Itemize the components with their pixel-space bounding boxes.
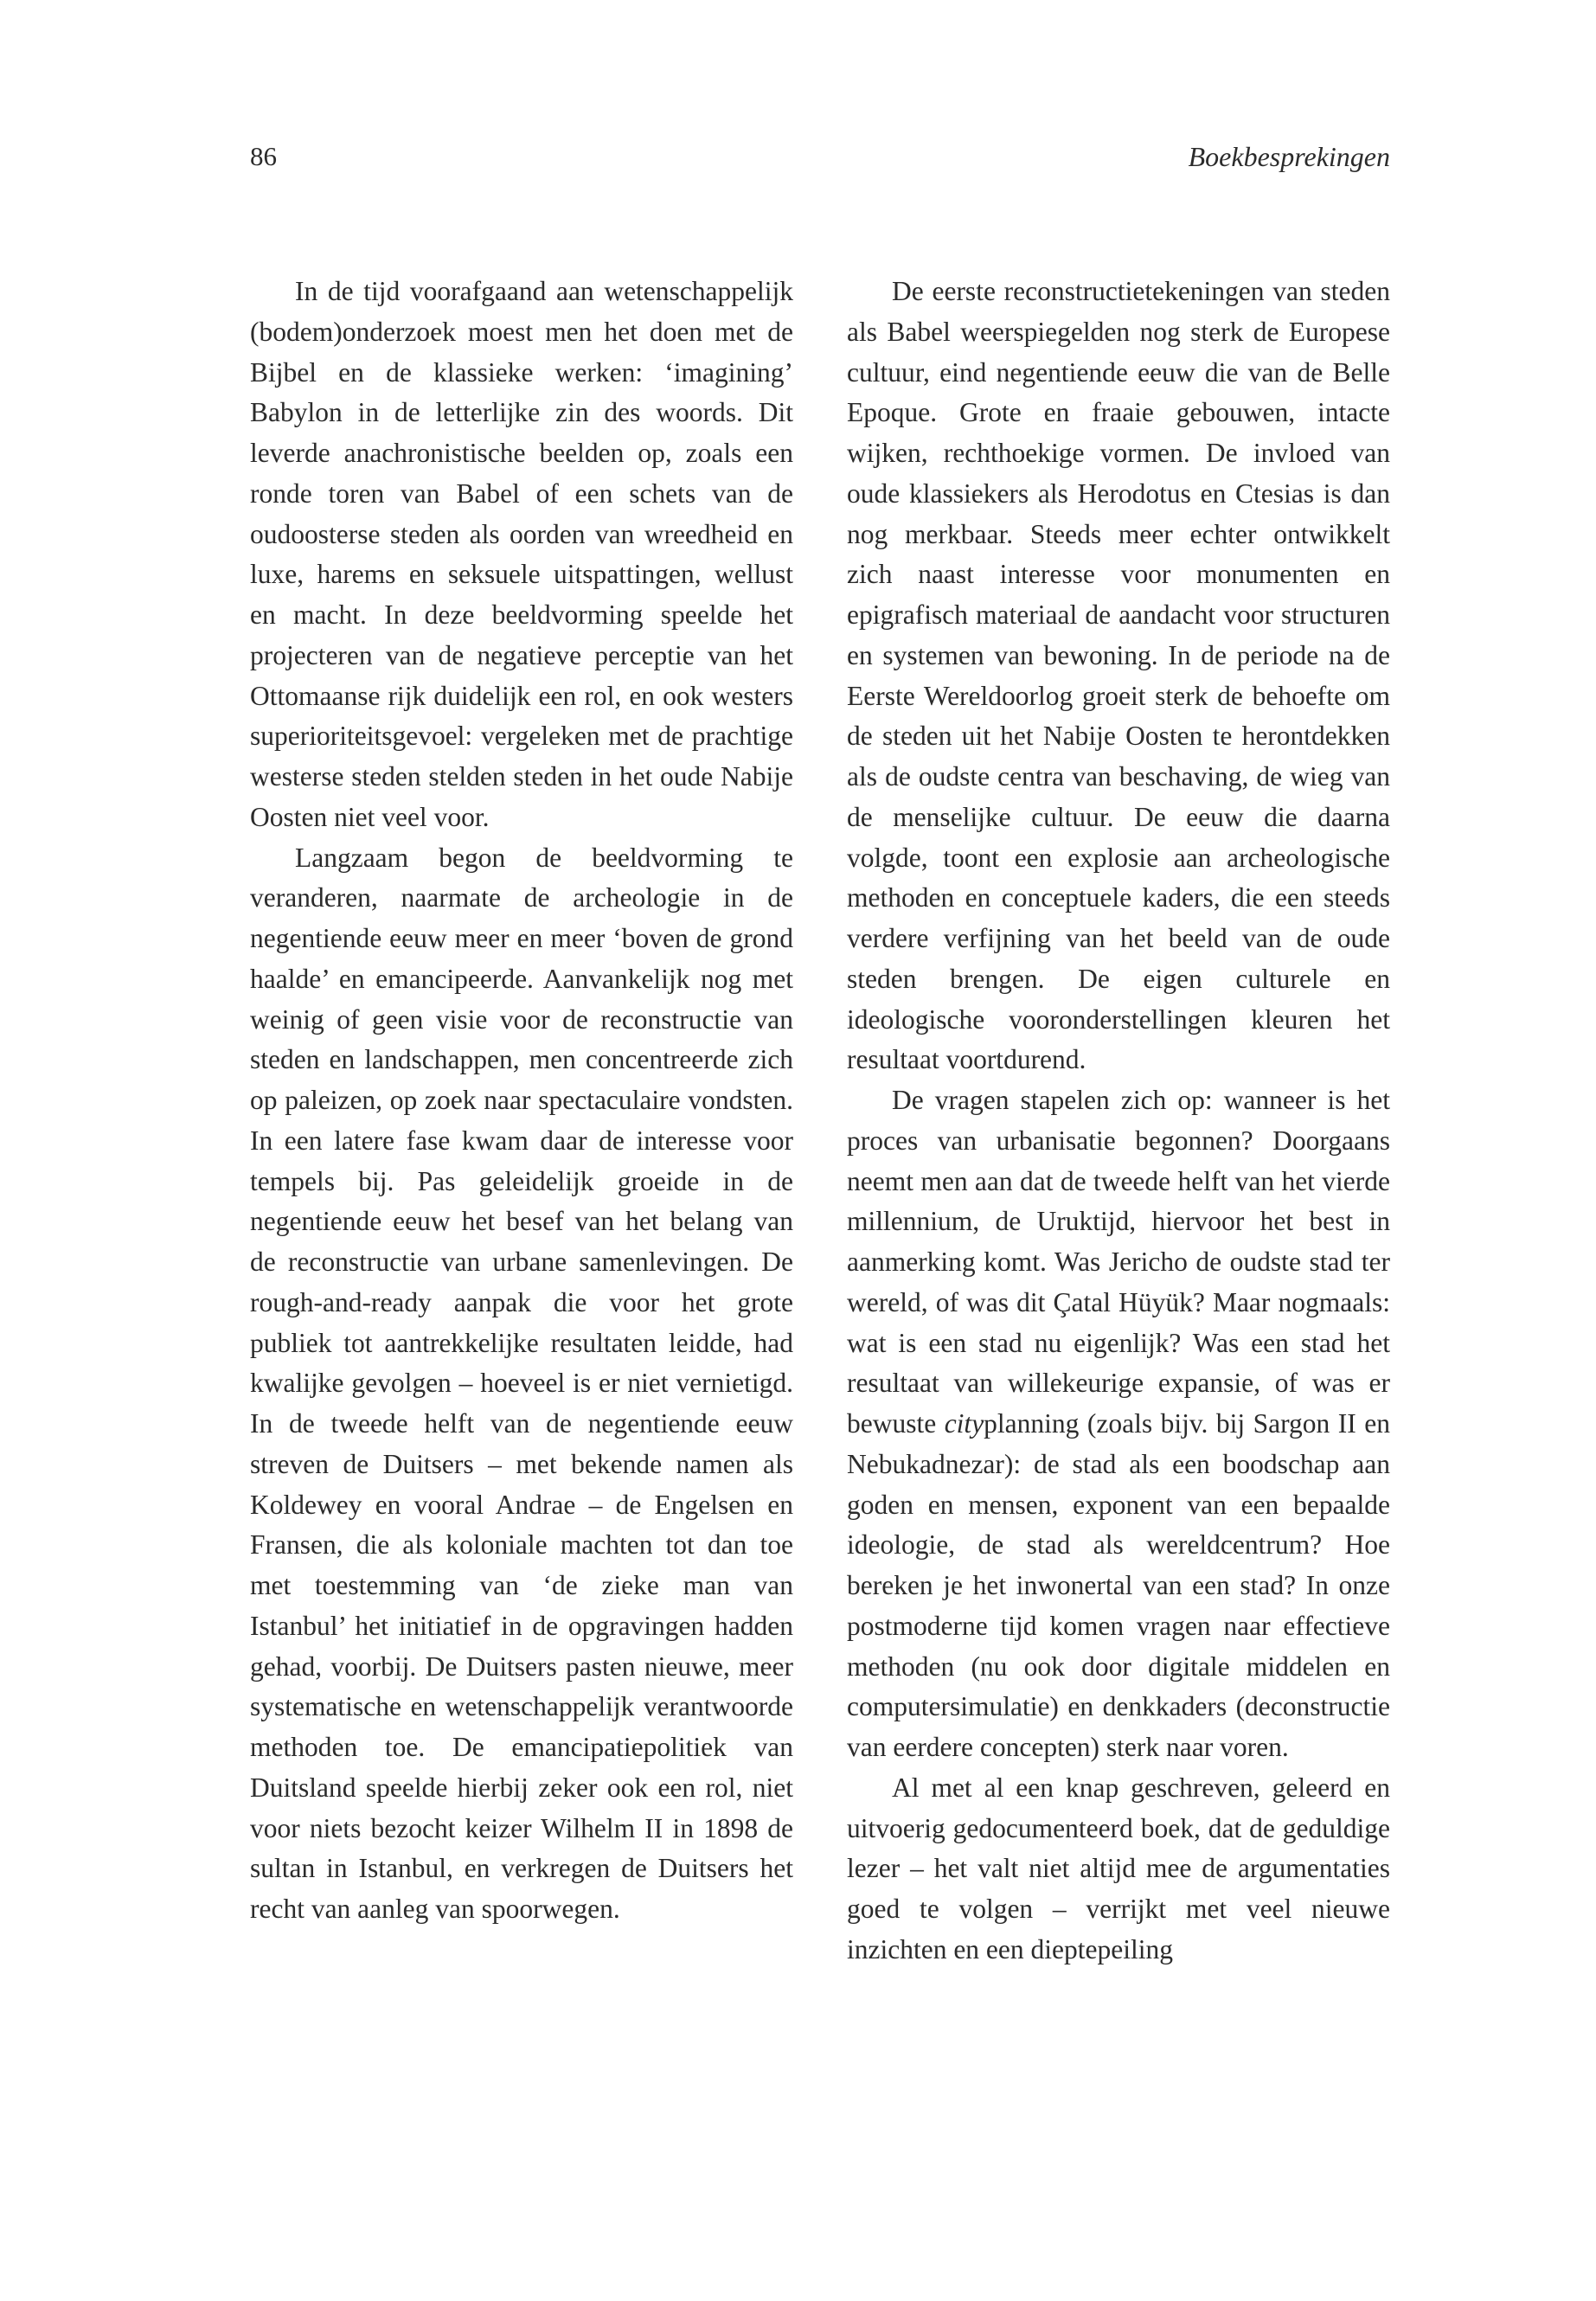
right-column [847,272,1390,1971]
paragraph: In de tijd voorafgaand aan wetenschappelijk (bodem)onderzoek moest men het doen met de Bijbel en de klassieke werken: ‘imagining’ Babylon in de letterlijke zin des woords. Dit leverde anachronistische beelden op, zoals een ronde toren van Babel of een schets van de oudoosterse steden als oorden van wreedheid en luxe, harems en seksuele uitspattingen, wellust en macht. In deze beeldvorming speelde het projecteren van de negatieve perceptie van het Ottomaanse rijk duidelijk een rol, en ook westers superioriteitsgevoel: vergeleken met de prachtige westerse steden stelden steden in het oude Nabije Oosten niet veel voor. [250,276,793,832]
paragraph: Langzaam begon de beeldvorming te veranderen, naarmate de archeologie in de negentiende eeuw meer en meer ‘boven de grond haalde’ en emancipeerde. Aanvankelijk nog met weinig of geen visie voor de reconstructie van steden en landschappen, men concentreerde zich op paleizen, op zoek naar spectaculaire vondsten. In een latere fase kwam daar de interesse voor tempels bij. Pas geleidelijk groeide in de negentiende eeuw het besef van het belang van de reconstructie van urbane samenlevingen. De rough-and-ready aanpak die voor het grote publiek tot aantrekkelijke resultaten leidde, had kwalijke gevolgen – hoeveel is er niet vernietigd. In de tweede helft van de negentiende eeuw streven de Duitsers – met bekende namen als Koldewey en vooral Andrae – de Engelsen en Fransen, die als koloniale machten tot dan toe met toestemming van ‘de zieke man van Istanbul’ het initiatief in de opgravingen hadden gehad, voorbij. De Duitsers pasten nieuwe, meer systematische en wetenschappelijk verantwoorde methoden toe. De emancipatiepolitiek van Duitsland speelde hierbij zeker ook een rol, niet voor niets bezocht keizer Wilhelm II in 1898 de sultan in Istanbul, en verkregen de Duitsers het recht van aanleg van spoorwegen. [250,842,793,1924]
page-number: 86 [250,141,277,171]
left-column [250,272,793,1930]
paragraph: De eerste reconstructietekeningen van steden als Babel weerspiegelden nog sterk de Europese cultuur, eind negentiende eeuw die van de Belle Epoque. Grote en fraaie gebouwen, intacte wijken, rechthoekige vormen. De invloed van oude klassiekers als Herodotus en Ctesias is dan nog merkbaar. Steeds meer echter ontwikkelt zich naast interesse voor monumenten en epigrafisch materiaal de aandacht voor structuren en systemen van bewoning. In de periode na de Eerste Wereldoorlog groeit sterk de behoefte om de steden uit het Nabije Oosten te herontdekken als de oudste centra van beschaving, de wieg van de menselijke cultuur. De eeuw die daarna volgde, toont een explosie aan archeologische methoden en conceptuele kaders, die een steeds verdere verfijning van het beeld van de oude steden brengen. De eigen culturele en ideologische vooronderstellingen kleuren het resultaat voortdurend. [847,276,1390,1075]
running-head: Boekbesprekingen [1188,141,1390,172]
paragraph [847,1080,1390,1768]
paragraph-text: planning (zoals bijv. bij Sargon II en Nebukadnezar): de stad als een boodschap aan goden en mensen, exponent van een bepaalde ideologie, de stad als wereldcentrum? Hoe bereken je het inwonertal van een stad? In onze postmoderne tijd komen vragen naar effectieve methoden (nu ook door digitale middelen en computersimulatie) en denkkaders (deconstructie van eerdere concepten) sterk naar voren. [847,1408,1390,1762]
emphasized-text: city [944,1408,984,1439]
paragraph-text: De vragen stapelen zich op: wanneer is het proces van urbanisatie begonnen? Doorgaans neemt men aan dat de tweede helft van het vierde millennium, de Uruktijd, hiervoor het best in aanmerking komt. Was Jericho de oudste stad ter wereld, of was dit Çatal Hüyük? Maar nogmaals: wat is een stad nu eigenlijk? Was een stad het resultaat van willekeurige expansie, of was er bewuste [847,1085,1390,1439]
paragraph: Al met al een knap geschreven, geleerd en uitvoerig gedocumenteerd boek, dat de geduldige lezer – het valt niet altijd mee de argumentaties goed te volgen – verrijkt met veel nieuwe inzichten en een dieptepeiling [847,1772,1390,1965]
